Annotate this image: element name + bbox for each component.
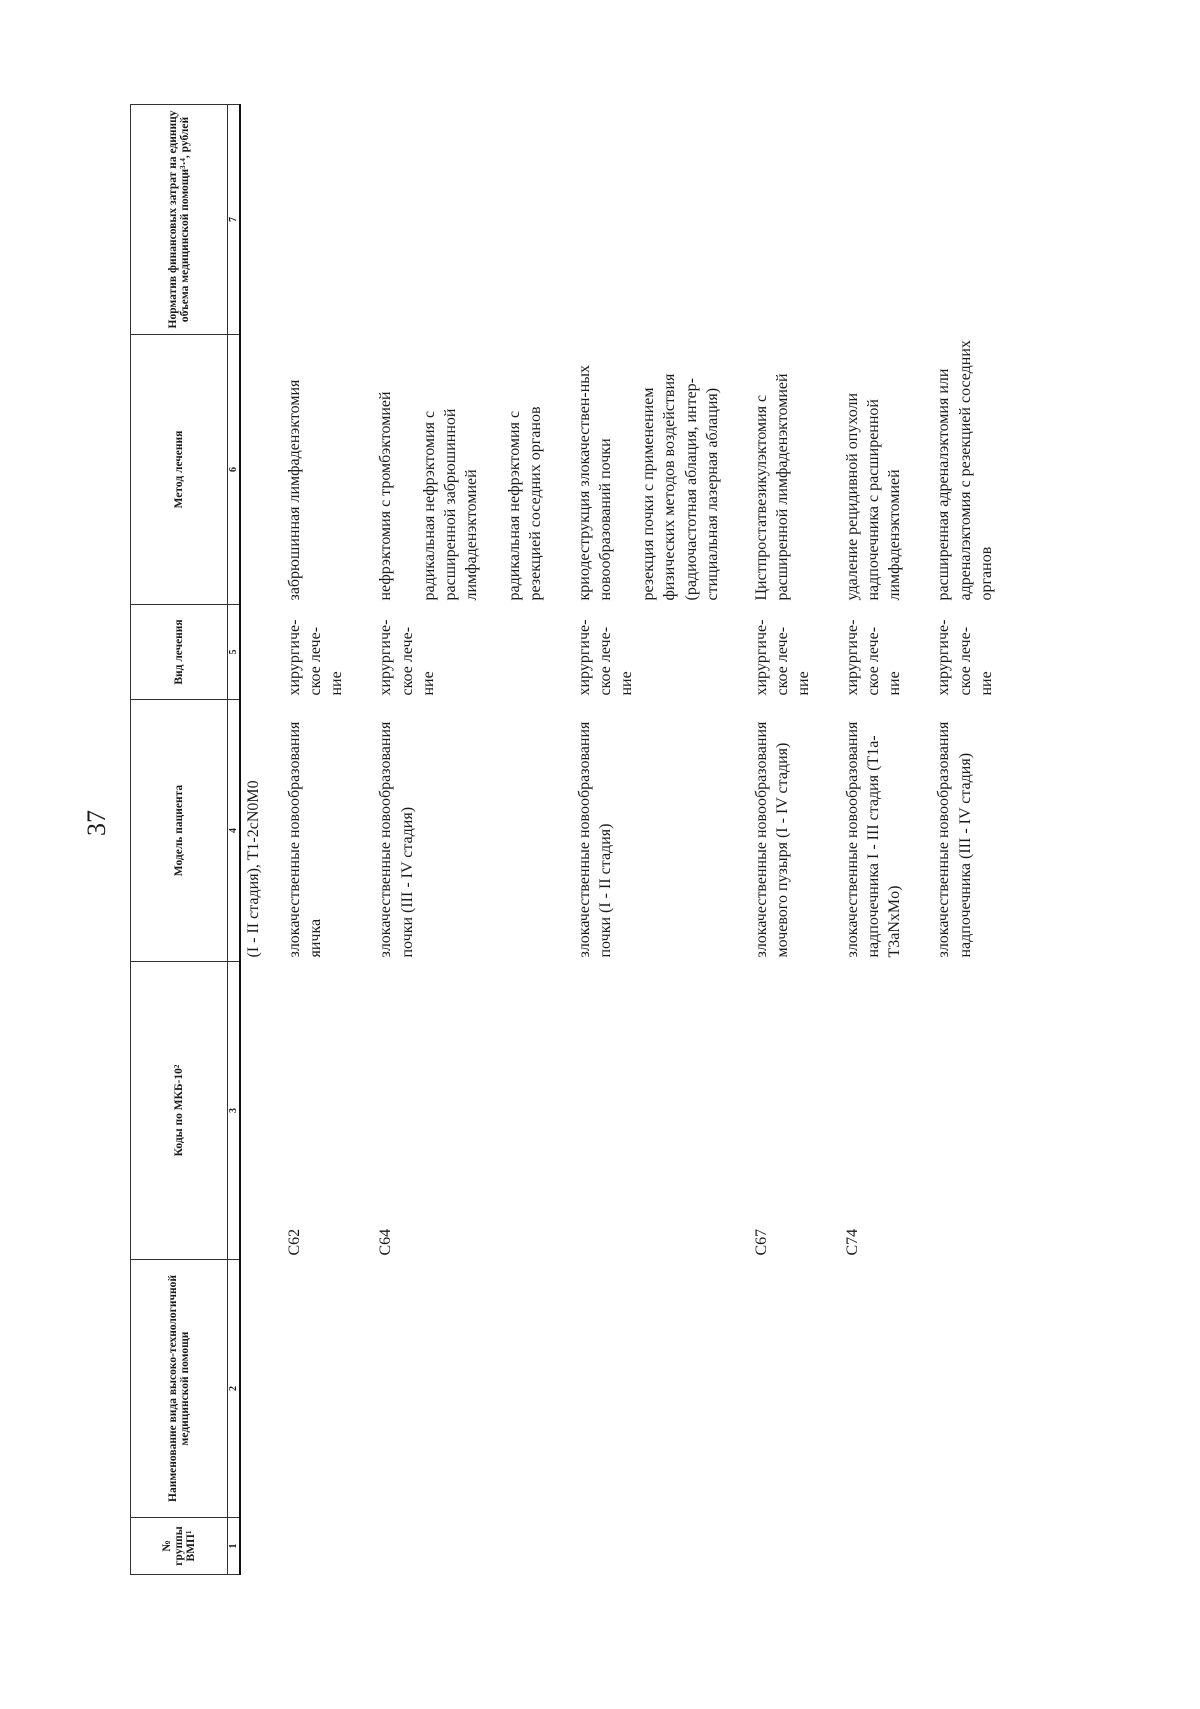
treatment-method-cell <box>367 335 546 605</box>
patient-model-cell: злокачественные новообразования мочевого пузыря (I - IV стадия) <box>752 721 791 958</box>
header-treatment-method: Метод лечения <box>131 335 228 605</box>
treatment-type-cell: хирургиче-ское лече-ние <box>286 619 346 696</box>
treatment-method-cell: расширенная адреналэктомия или адреналэктомия с резекцией соседних органов <box>935 340 995 601</box>
vmp-table <box>130 104 997 1575</box>
method-line: криодеструкция злокачествен-ных новообразований почки <box>576 364 615 601</box>
patient-model-cell: злокачественные новообразования почки (III - IV стадия) <box>377 721 416 958</box>
column-number: 6 <box>228 335 241 605</box>
treatment-method-cell: Цистпростатвезикулэктомия с расширенной лимфаденэктомией <box>752 373 791 601</box>
header-icd-codes: Коды по МКБ-10² <box>131 962 228 1260</box>
patient-model-cell: злокачественные новообразования яичка <box>286 721 325 958</box>
treatment-type-cell: хирургиче-ское лече-ние <box>844 619 904 696</box>
column-number: 2 <box>228 1260 241 1518</box>
rotated-table-sheet <box>130 105 1200 1575</box>
method-line: резекция почки с применением физических методов воздействия (радиочастотная аблация, интер-стициальная лазерная аблация) <box>640 373 721 601</box>
treatment-method-cell <box>566 335 723 605</box>
icd-code-cell: C62 <box>286 1228 304 1256</box>
column-number: 4 <box>228 700 241 962</box>
method-line: радикальная нефрэктомия с резекцией соседних органов <box>505 406 544 601</box>
table-row <box>834 105 905 1575</box>
column-number: 7 <box>228 105 241 335</box>
header-group-no: № группы ВМП¹ <box>131 1518 228 1575</box>
table-row <box>743 105 814 1575</box>
table-row <box>566 105 723 1575</box>
icd-code-cell: C64 <box>377 1228 395 1256</box>
treatment-method-cell: забрюшинная лимфаденэктомия <box>286 379 304 601</box>
method-line: радикальная нефрэктомия с расширенной забрюшинной лимфаденэктомией <box>420 408 480 601</box>
patient-model-cell: злокачественные новообразования надпочечника I - III стадия (T1a-T3aNxMo) <box>844 721 904 958</box>
header-vmp-name: Наименование вида высоко-технологичной медицинской помощи <box>131 1260 228 1518</box>
column-number: 3 <box>228 962 241 1260</box>
treatment-type-cell: хирургиче-ское лече-ние <box>576 619 636 696</box>
table-row <box>276 105 347 1575</box>
header-treatment-type: Вид лечения <box>131 605 228 700</box>
patient-model-cell: (I - II стадия), T1-2cN0M0 <box>245 780 262 958</box>
treatment-type-cell: хирургиче-ское лече-ние <box>377 619 437 696</box>
treatment-type-cell: хирургиче-ское лече-ние <box>752 619 812 696</box>
patient-model-cell: злокачественные новообразования почки (I - II стадия) <box>576 721 615 958</box>
header-patient-model: Модель пациента <box>131 700 228 962</box>
treatment-method-cell: удаление рецидивной опухоли надпочечника с расширенной лимфаденэктомией <box>844 392 904 601</box>
header-cost-norm: Норматив финансовых затрат на единицу объема медицинской помощи³·⁴, рублей <box>131 105 228 335</box>
table-row <box>240 105 276 1575</box>
column-number: 1 <box>228 1518 241 1575</box>
table-row <box>367 105 546 1575</box>
method-line: нефрэктомия с тромбэктомией <box>377 391 395 601</box>
icd-code-cell: C67 <box>752 1228 770 1256</box>
column-number-row <box>228 105 241 1575</box>
column-number: 5 <box>228 605 241 700</box>
treatment-type-cell: хирургиче-ское лече-ние <box>935 619 995 696</box>
icd-code-cell: C74 <box>844 1228 862 1256</box>
table-row <box>925 105 996 1575</box>
header-row <box>131 105 228 1575</box>
page-number: 37 <box>82 810 111 836</box>
patient-model-cell: злокачественные новообразования надпочечника (III - IV стадия) <box>935 721 974 958</box>
